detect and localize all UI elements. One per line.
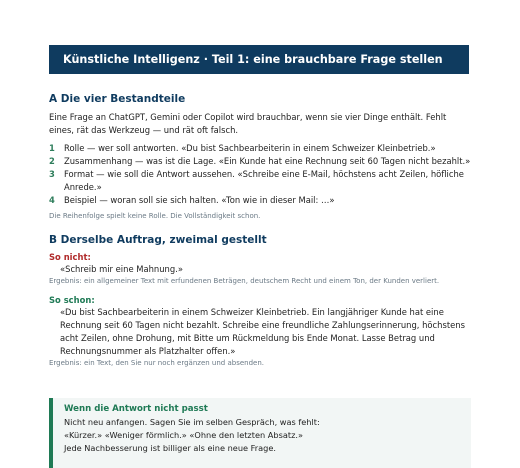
bad-example-result: Ergebnis: ein allgemeiner Text mit erfundenen Beträgen, deutschem Recht und einem Ton, der Kunden verliert. [49, 277, 440, 285]
list-item [49, 194, 471, 207]
good-example-result: Ergebnis: ein Text, den Sie nur noch ergänzen und absenden. [49, 359, 264, 367]
list-number: 1 [49, 143, 55, 153]
callout-title: Wenn die Antwort nicht passt [64, 404, 208, 414]
page-banner [49, 45, 469, 74]
components-list [49, 142, 471, 207]
list-text: Zusammenhang — was ist die Lage. «Ein Kunde hat eine Rechnung seit 60 Tagen nicht bezahlt.» [64, 156, 471, 166]
list-text: Format — wie soll die Antwort aussehen. «Schreibe eine E-Mail, höchstens acht Zeilen, höfliche Anrede.» [64, 169, 464, 192]
list-item [49, 142, 471, 155]
list-text: Rolle — wer soll antworten. «Du bist Sachbearbeiterin in einem Schweizer Kleinbetrieb.» [64, 143, 436, 153]
list-number: 2 [49, 156, 55, 166]
list-text: Beispiel — woran soll sie sich halten. «Ton wie in dieser Mail: …» [64, 195, 335, 205]
bad-example-label: So nicht: [49, 252, 91, 262]
good-example-label: So schon: [49, 295, 95, 305]
section-a-heading: A Die vier Bestandteile [49, 93, 186, 105]
section-a-note: Die Reihenfolge spielt keine Rolle. Die Vollständigkeit schon. [49, 212, 261, 220]
list-item [49, 168, 471, 194]
list-number: 3 [49, 169, 55, 179]
section-b-heading: B Derselbe Auftrag, zweimal gestellt [49, 234, 267, 246]
bad-example-quote: «Schreib mir eine Mahnung.» [60, 264, 183, 274]
section-a-intro: Eine Frage an ChatGPT, Gemini oder Copilot wird brauchbar, wenn sie vier Dinge enthält. Fehlt eines, rät das Werkzeug — und rät oft falsch. [49, 112, 447, 135]
banner-title: Künstliche Intelligenz · Teil 1: eine brauchbare Frage stellen [63, 53, 443, 66]
main-content [49, 92, 471, 369]
list-item [49, 155, 471, 168]
callout-line: Jede Nachbesserung ist billiger als eine neue Frage. [64, 443, 277, 453]
tip-callout [49, 398, 471, 468]
callout-line: Nicht neu anfangen. Sagen Sie im selben Gespräch, was fehlt: [64, 417, 320, 427]
list-number: 4 [49, 195, 55, 205]
callout-line: «Kürzer.» «Weniger förmlich.» «Ohne den letzten Absatz.» [64, 430, 303, 440]
good-example-quote: «Du bist Sachbearbeiterin in einem Schweizer Kleinbetrieb. Ein langjähriger Kunde hat eine Rechnung seit 60 Tagen nicht bezahlt. Schreibe eine freundliche Zahlungserinnerung, höchstens acht Zeilen, ohne Drohung, mit Bitte um Rückmeldung bis Ende Monat. Lasse Betrag und Rechnungsnummer als Platzhalter offen.» [60, 307, 465, 356]
